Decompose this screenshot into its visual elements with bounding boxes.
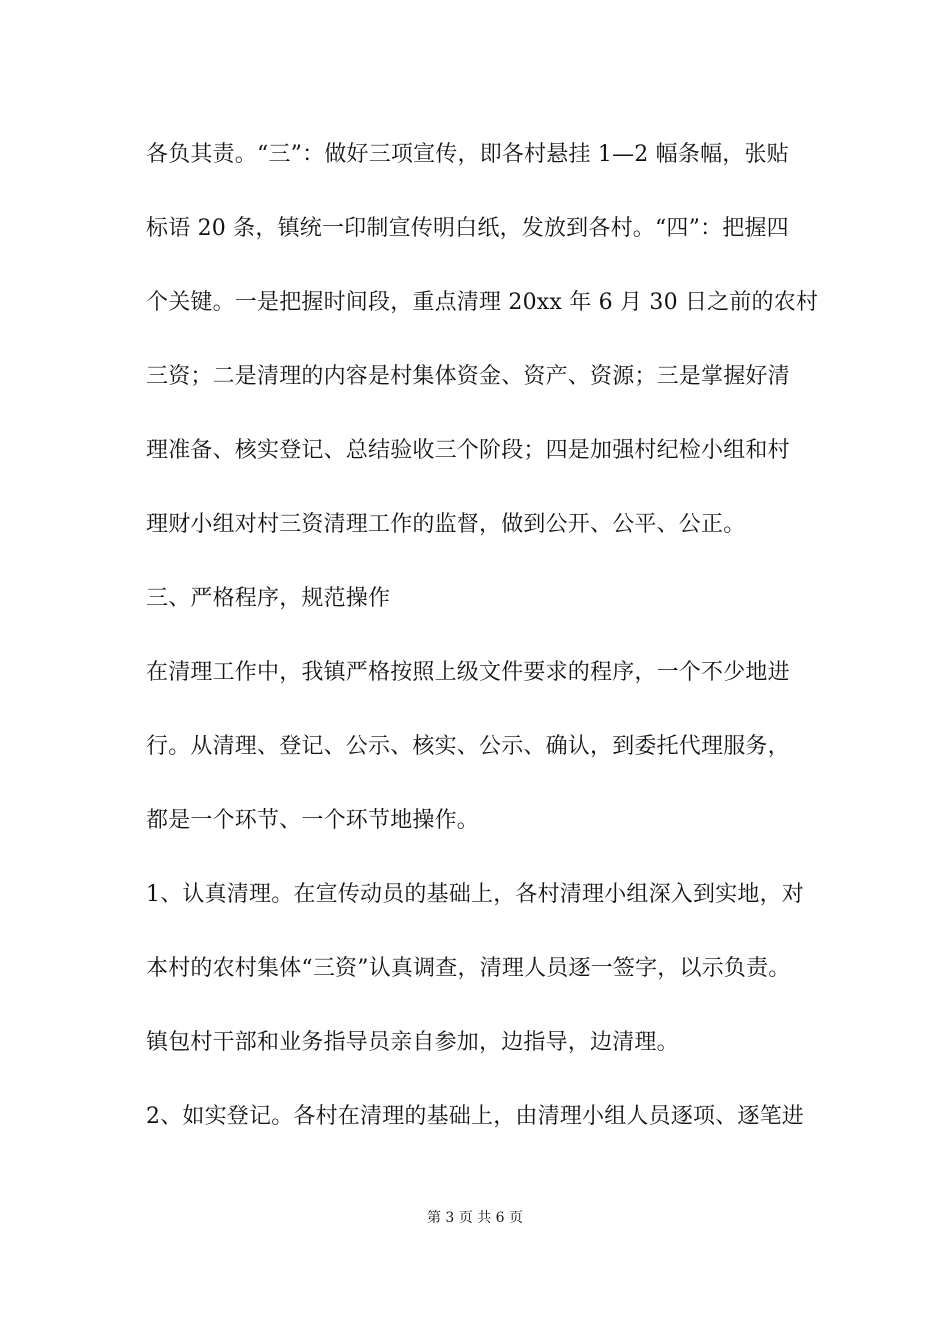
body-text-line: 在清理工作中，我镇严格按照上级文件要求的程序，一个不少地进 (146, 660, 790, 685)
body-text-line: 都是一个环节、一个环节地操作。 (146, 808, 480, 833)
body-text-line: 个关键。一是把握时间段，重点清理 20xx 年 6 月 30 日之前的农村 (146, 290, 819, 315)
body-text-line: 1、认真清理。在宣传动员的基础上，各村清理小组深入到实地，对 (146, 882, 804, 907)
body-text-line: 理准备、核实登记、总结验收三个阶段；四是加强村纪检小组和村 (146, 438, 790, 463)
body-text-line: 标语 20 条，镇统一印制宣传明白纸，发放到各村。“四”：把握四 (146, 216, 789, 241)
body-text-line: 三资；二是清理的内容是村集体资金、资产、资源；三是掌握好清 (146, 364, 790, 389)
body-text-line: 各负其责。“三”：做好三项宣传，即各村悬挂 1—2 幅条幅，张贴 (146, 142, 789, 167)
page-number-footer: 第 3 页 共 6 页 (426, 1210, 524, 1226)
body-text-line: 行。从清理、登记、公示、核实、公示、确认，到委托代理服务， (146, 734, 790, 759)
body-text-line: 镇包村干部和业务指导员亲自参加，边指导，边清理。 (146, 1030, 679, 1055)
section-heading: 三、严格程序，规范操作 (146, 586, 391, 611)
body-text-line: 理财小组对村三资清理工作的监督，做到公开、公平、公正。 (146, 512, 746, 537)
body-text-line: 本村的农村集体“三资”认真调查，清理人员逐一签字，以示负责。 (146, 956, 791, 981)
body-text-line: 2、如实登记。各村在清理的基础上，由清理小组人员逐项、逐笔进 (146, 1104, 804, 1129)
